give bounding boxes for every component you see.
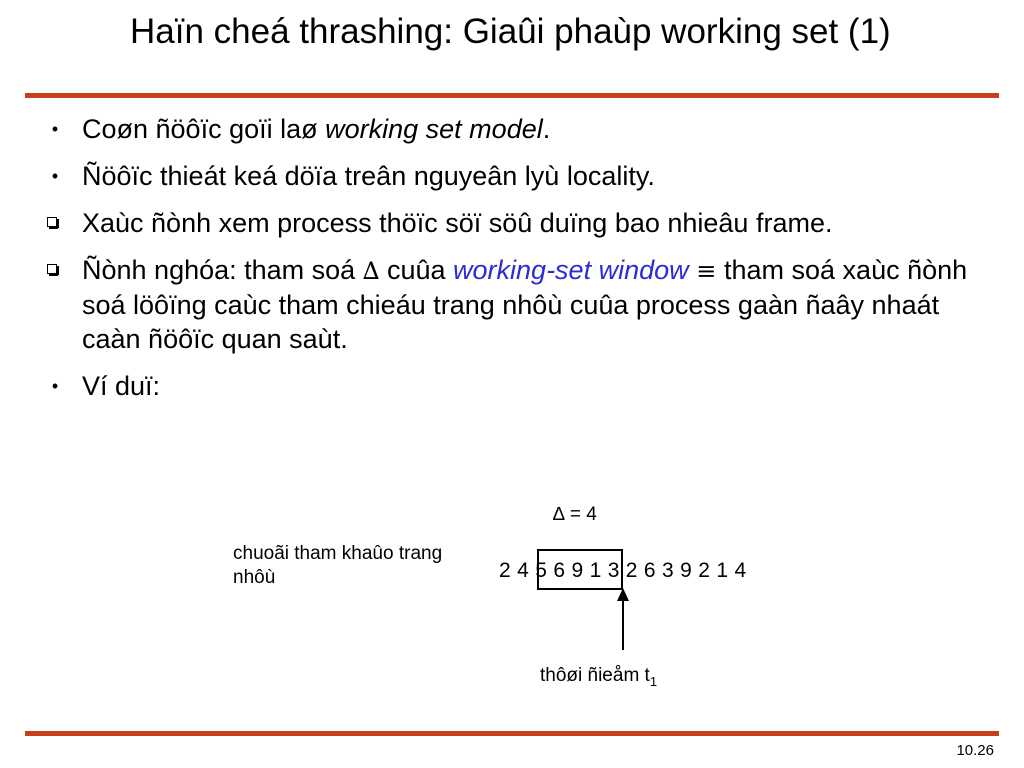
bullet-text: Ñònh nghóa: tham soá xyxy=(82,255,363,285)
bullet-dot-icon: • xyxy=(51,119,59,139)
time-label xyxy=(540,664,657,694)
time-arrow-head-icon xyxy=(617,588,629,601)
bullet-square-icon xyxy=(47,264,57,274)
bullet-working-set-model xyxy=(40,112,990,146)
bullet-text: cuûa xyxy=(379,255,454,285)
bullet-text: . xyxy=(542,114,551,144)
reference-string-label: chuoãi tham khaûo trang nhôù xyxy=(233,543,443,588)
bullet-square-icon xyxy=(47,217,57,227)
page-number: 10.26 xyxy=(956,742,994,759)
bullet-frame-count xyxy=(40,206,990,240)
bullet-definition xyxy=(40,253,990,356)
title-divider xyxy=(25,93,999,98)
sequence-window: 5 6 9 1 xyxy=(535,559,602,582)
sequence-after-window: 3 2 6 3 9 2 1 4 xyxy=(601,559,747,582)
bullet-text: Coøn ñöôïc goïi laø xyxy=(82,114,326,144)
bullet-example xyxy=(40,369,990,403)
working-set-window-term: working-set window xyxy=(453,255,689,285)
bullet-dot-icon: • xyxy=(51,166,59,186)
delta-label: ∆ = 4 xyxy=(553,504,597,525)
bullet-text: Ñöôïc thieát keá döïa treân nguyeân lyù locality. xyxy=(82,161,655,191)
bullet-text: tham soá xaùc ñònh soá löôïng caùc tham chieáu trang nhôù cuûa process gaàn ñaây nhaát caàn ñöôïc quan saùt. xyxy=(82,255,968,354)
time-label-text: thôøi ñieåm t xyxy=(540,665,650,686)
bullet-locality xyxy=(40,159,990,193)
bullet-dot-icon: • xyxy=(51,376,59,396)
equivalence-symbol: ≡ xyxy=(688,257,724,285)
time-label-subscript: 1 xyxy=(649,673,658,689)
slide-title: Haïn cheá thrashing: Giaûi phaùp working set (1) xyxy=(130,12,891,51)
delta-symbol: ∆ xyxy=(362,257,380,285)
bullet-text: Xaùc ñònh xem process thöïc söï söû duïng bao nhieâu frame. xyxy=(82,208,833,238)
bullet-emphasis: working set model xyxy=(325,114,543,144)
sequence-before-window: 2 4 xyxy=(499,559,536,582)
footer-divider xyxy=(25,731,999,736)
bullet-list xyxy=(40,112,990,416)
page-reference-sequence xyxy=(499,559,746,583)
bullet-text: Ví duï: xyxy=(82,371,161,401)
